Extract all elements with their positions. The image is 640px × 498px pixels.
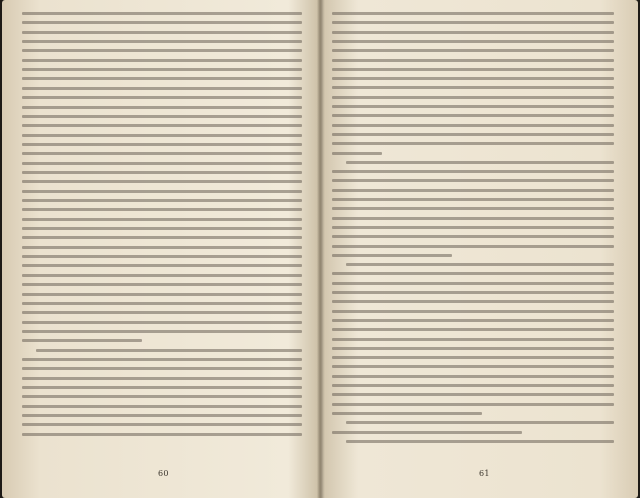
text-line	[22, 246, 302, 249]
text-line	[22, 21, 302, 24]
text-line	[332, 96, 614, 99]
text-line	[22, 311, 302, 314]
text-line	[332, 245, 614, 248]
text-line	[22, 330, 302, 333]
text-line	[332, 21, 614, 24]
text-line	[346, 161, 614, 164]
text-line	[22, 377, 302, 380]
text-line	[22, 293, 302, 296]
text-line	[22, 59, 302, 62]
text-line	[22, 12, 302, 15]
text-line	[22, 96, 302, 99]
text-line	[22, 31, 302, 34]
text-line	[332, 403, 614, 406]
text-line	[332, 189, 614, 192]
text-line	[22, 386, 302, 389]
text-line	[332, 77, 614, 80]
text-line	[22, 414, 302, 417]
text-line	[332, 356, 614, 359]
text-line	[332, 31, 614, 34]
text-line	[332, 431, 522, 434]
text-line	[332, 272, 614, 275]
text-line	[332, 412, 482, 415]
text-line	[332, 347, 614, 350]
text-line	[332, 142, 614, 145]
text-line	[22, 367, 302, 370]
text-line	[22, 227, 302, 230]
text-line	[332, 152, 382, 155]
text-line	[332, 40, 614, 43]
text-line	[332, 86, 614, 89]
text-line	[22, 236, 302, 239]
text-line	[22, 171, 302, 174]
text-line	[332, 282, 614, 285]
text-line	[22, 423, 302, 426]
book-spread	[2, 0, 638, 498]
text-line	[22, 358, 302, 361]
text-line	[332, 217, 614, 220]
text-line	[332, 291, 614, 294]
text-line	[22, 49, 302, 52]
text-line	[22, 199, 302, 202]
text-line	[22, 405, 302, 408]
text-line	[22, 218, 302, 221]
text-line	[22, 134, 302, 137]
text-line	[332, 338, 614, 341]
text-line	[346, 263, 614, 266]
text-line	[22, 321, 302, 324]
text-line	[332, 365, 614, 368]
text-line	[332, 207, 614, 210]
text-line	[22, 180, 302, 183]
text-line	[346, 421, 614, 424]
text-line	[22, 264, 302, 267]
text-line	[22, 433, 302, 436]
text-line	[22, 395, 302, 398]
text-line	[22, 87, 302, 90]
text-line	[22, 162, 302, 165]
text-line	[332, 133, 614, 136]
text-line	[22, 143, 302, 146]
text-line	[332, 59, 614, 62]
text-line	[332, 393, 614, 396]
text-line	[332, 12, 614, 15]
text-line	[332, 68, 614, 71]
text-line	[22, 77, 302, 80]
left-page	[8, 8, 318, 494]
text-line	[22, 190, 302, 193]
text-line	[332, 384, 614, 387]
text-line	[332, 375, 614, 378]
text-line	[36, 349, 302, 352]
text-line	[332, 226, 614, 229]
text-line	[22, 339, 142, 342]
text-line	[22, 274, 302, 277]
text-line	[22, 208, 302, 211]
text-line	[22, 68, 302, 71]
text-line	[332, 49, 614, 52]
text-line	[332, 254, 452, 257]
text-line	[22, 255, 302, 258]
left-page-number: 60	[158, 469, 169, 478]
text-line	[22, 106, 302, 109]
text-line	[332, 114, 614, 117]
text-line	[22, 124, 302, 127]
text-line	[22, 152, 302, 155]
text-line	[332, 179, 614, 182]
text-line	[332, 319, 614, 322]
text-line	[332, 310, 614, 313]
text-line	[332, 124, 614, 127]
text-line	[22, 40, 302, 43]
text-line	[332, 328, 614, 331]
text-line	[22, 302, 302, 305]
text-line	[332, 235, 614, 238]
text-line	[332, 300, 614, 303]
text-line	[346, 440, 614, 443]
right-page	[324, 8, 634, 494]
text-line	[332, 105, 614, 108]
text-line	[332, 170, 614, 173]
text-line	[332, 198, 614, 201]
text-line	[22, 283, 302, 286]
right-page-number: 61	[479, 469, 490, 478]
text-line	[22, 115, 302, 118]
